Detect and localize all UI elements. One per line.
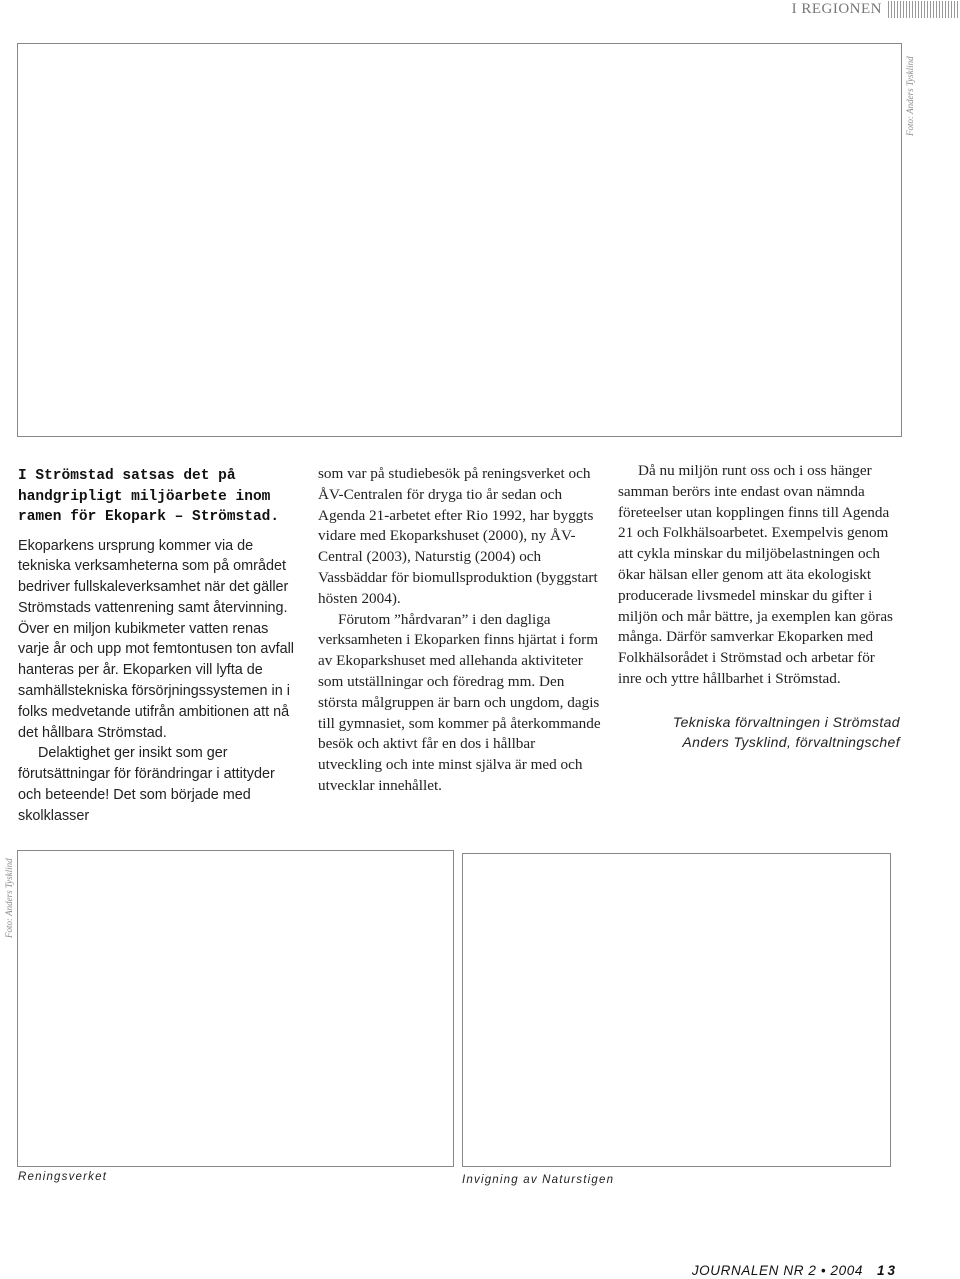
caption-naturstigen: Invigning av Naturstigen xyxy=(462,1174,615,1186)
top-photo-credit: Foto: Anders Tysklind xyxy=(905,56,915,136)
section-label: I REGIONEN xyxy=(791,0,882,17)
col1-paragraph-2: Delaktighet ger insikt som ger förutsättningar för förändringar i attityder och beteende! Det som började med skolklasser xyxy=(18,745,275,824)
barcode-decoration xyxy=(888,1,960,18)
signature xyxy=(618,712,900,752)
signature-line-1: Tekniska förvaltningen i Strömstad xyxy=(672,713,900,730)
journal-name: JOURNALEN NR 2 • 2004 xyxy=(691,1263,863,1278)
col2-paragraph-2: Förutom ”hårdvaran” i den dagliga verksamheten i Ekoparken finns hjärtat i form av Ekoparkshuset med allehanda aktiviteter som utställningar och föredrag mm. Den största målgruppen är barn och ungdom, dagis till gymnasiet, som kommer på återkommande besök och aktivt får en dos i hållbar utveckling och inte minst själva är med och utvecklar innehållet. xyxy=(318,610,601,794)
col2-paragraph-1: som var på studiebesök på reningsverket och ÅV-Centralen för dryga tio år sedan och Agenda 21-arbetet efter Rio 1992, har byggts vidare med Ekoparkshuset (2000), ny ÅV-Central (2003), Naturstig (2004) och Vassbäddar för biomullsproduktion (byggstart hösten 2004). xyxy=(318,465,598,607)
article-column-2 xyxy=(318,464,601,797)
article-column-3 xyxy=(618,461,900,752)
article-lead: I Strömstad satsas det på handgripligt miljöarbete inom ramen för Ekopark – Strömstad. xyxy=(18,468,280,525)
bottom-photo-credit: Foto: Anders Tysklind xyxy=(4,858,14,938)
top-photo xyxy=(17,43,902,437)
page-footer xyxy=(692,1263,898,1278)
bottom-right-photo xyxy=(462,853,891,1167)
article-column-1 xyxy=(18,466,298,827)
col3-paragraph-1: Då nu miljön runt oss och i oss hänger samman berörs inte endast ovan nämnda företeelser utan kopplingen finns till Agenda 21 och Folkhälsoarbetet. Exempelvis genom att cykla minskar du miljöbelastningen och ökar hälsan eller genom att äta ekologiskt producerade livsmedel minskar du gifter i miljön och mår bättre, ja exemplen kan göras många. Därför samverkar Ekoparken med Folkhälsorådet i Strömstad och arbetar för inre och yttre hållbarhet i Strömstad. xyxy=(618,462,893,687)
col1-paragraph-1: Ekoparkens ursprung kommer via de tekniska verksamheterna som på området bedriver fullskaleverksamhet när det gäller Strömstads vattenrening samt återvinning. Över en miljon kubikmeter vatten renas varje år och upp mot femtontusen ton avfall hanteras per år. Ekoparken vill lyfta de samhällstekniska försörjningssystemen in i folks medvetande utifrån ambitionen att nå det hållbara Strömstad. xyxy=(18,537,294,741)
section-header xyxy=(792,0,960,18)
caption-reningsverket: Reningsverket xyxy=(18,1171,108,1183)
page-number: 13 xyxy=(876,1263,898,1278)
bottom-left-photo xyxy=(17,850,454,1167)
signature-line-2: Anders Tysklind, förvaltningschef xyxy=(682,733,900,750)
